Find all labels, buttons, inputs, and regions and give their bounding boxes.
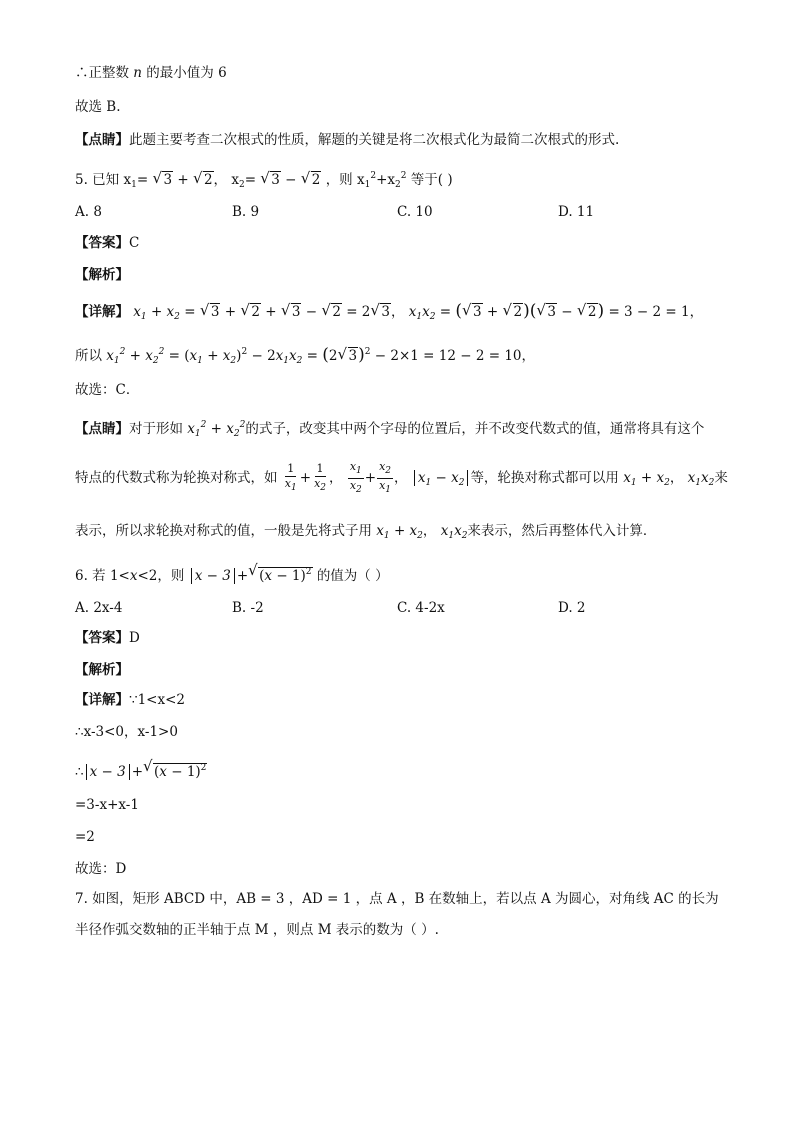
note-text: 对于形如	[129, 421, 183, 437]
detail-tag: 【详解】	[75, 304, 129, 320]
note-text: 特点的代数式称为轮换对称式，如	[75, 470, 278, 486]
eq2-result: − 2×1 = 12 − 2 = 10	[374, 348, 522, 364]
q6-option-a: A. 2x-4	[75, 600, 123, 616]
q6-detail-2: ∴x-3<0，x-1>0	[75, 724, 178, 740]
answer-value: C	[129, 235, 140, 251]
therefore: ∴	[75, 764, 84, 780]
q6-detail-5: =2	[75, 829, 95, 845]
q6-stem: 6. 若 1<x<2，则 x − 3 +√ $(x - 1)^2$ 的值为（ ）	[75, 562, 389, 586]
answer-tag: 【答案】	[75, 235, 129, 251]
so-text: 所以	[75, 348, 102, 364]
note-line	[75, 130, 619, 150]
frac-x2-x1: $\frac{x_2}{x_1}$	[379, 460, 392, 495]
abs-x1-x2: $x_1 - x_2$	[414, 470, 469, 486]
note-text: 的式子，改变其中两个字母的位置后，并不改变代数式的值，通常将具有这个	[245, 421, 705, 437]
sum-x1-x2: $x_1 + x_2$	[376, 523, 423, 541]
q5-option-d: D. 11	[558, 204, 595, 220]
frac-x1-x2: $\frac{x_1}{x_2}$	[349, 460, 362, 495]
q5-answer	[75, 233, 139, 253]
note-text: 等，轮换对称式都可以用	[470, 470, 619, 486]
detail-text: ∵1<x<2	[129, 692, 186, 708]
q5-note-line1	[75, 415, 704, 444]
q5-note-line2: 特点的代数式称为轮换对称式，如 $\frac{1}{x_1}$ + $\frac{1}{x_2}$ ， $\frac{x_1}{x_2}$ + $\frac{x_2}{x_1}$ ， $x_1 - x_2$ 等，轮换对称式都可以用 $x_1 + x_2$， $x_1x_2$来	[75, 460, 728, 495]
q5-x1-def: $x_1=$ √ 3 + √ 2	[123, 172, 213, 188]
q7-stem-line1: 7. 如图，矩形 ABCD 中，AB = 3 ，AD = 1 ，点 A ，B 在数轴上，若以点 A 为圆心，对角线 AC 的长为	[75, 891, 719, 907]
q6-option-b: B. -2	[232, 600, 264, 616]
q6-detail-3: ∴ x − 3 +√ $(x - 1)^2$	[75, 758, 207, 782]
choose-b-line: 故选 B.	[75, 99, 121, 115]
q6-answer	[75, 628, 140, 648]
sum-x1-x2: $x_1 + x_2$	[623, 470, 670, 488]
q6-option-c: C. 4-2x	[397, 600, 445, 616]
note-text: 此题主要考查二次根式的性质，解题的关键是将二次根式化为最简二次根式的形式.	[129, 132, 620, 148]
q6-stem-text: 6. 若 1<	[75, 568, 130, 584]
note-text: 表示，所以求轮换对称式的值，一般是先将式子用	[75, 523, 372, 539]
answer-value: D	[129, 630, 140, 646]
q5-option-c: C. 10	[397, 204, 433, 220]
q7-stem-line2: 半径作弧交数轴的正半轴于点 M ，则点 M 表示的数为（ ）.	[75, 922, 439, 938]
q6-analysis-tag: 【解析】	[75, 662, 129, 678]
q6-choose: 故选：D	[75, 861, 127, 877]
q6-option-d: D. 2	[558, 600, 586, 616]
text: ∴正整数	[75, 65, 129, 81]
eq-prod: $x_1x_2$	[408, 304, 436, 322]
q5-x2-def: $x_2=$ √ 3 − √ 2	[231, 172, 321, 188]
q5-stem-text: 等于( )	[410, 172, 453, 188]
q5-detail-line2: 所以 $x_1^2 + x_2^2 = (x_1 + x_2)^2 - 2x_1x_2 = (2√$ 3)$^2$ − 2×1 = 12 − 2 = 10，	[75, 342, 535, 371]
eq-sum: $x_1 + x_2$	[133, 304, 180, 322]
q6-stem-text: 的值为（ ）	[316, 568, 389, 584]
q5-stem-text: 5. 已知	[75, 172, 120, 188]
note-expr: $x_1^2 + x_2^2$	[187, 420, 246, 439]
answer-tag: 【答案】	[75, 630, 129, 646]
q5-stem: 5. 已知 $x_1=$ √ 3 + √ 2， $x_2=$ √ 3 − √ 2 ，则 $x_1^2+x_2^2$ 等于( )	[75, 166, 453, 195]
detail-tag: 【详解】	[75, 692, 129, 708]
prod-x1-x2: $x_1x_2$	[440, 523, 468, 541]
q6-detail-4: =3-x+x-1	[75, 797, 139, 813]
text: 的最小值为 6	[146, 65, 227, 81]
q5-choose: 故选：C．	[75, 382, 140, 398]
frac-1-x1: $\frac{1}{x_1}$	[284, 462, 297, 493]
q5-option-b: B. 9	[232, 204, 260, 220]
conclusion-line	[75, 63, 227, 83]
q6-detail-1	[75, 690, 185, 710]
q5-expr: $x_1^2+x_2^2$	[356, 171, 407, 190]
prod-x1-x2: $x_1x_2$	[687, 470, 715, 488]
var-n: n	[133, 65, 142, 81]
note-text: 来表示，然后再整体代入计算．	[467, 523, 657, 539]
note-tag: 【点睛】	[75, 421, 129, 437]
q5-detail-line1: 【详解】 $x_1 + x_2$ = √ 3 + √ 2 + √ 3 − √ 2 = 2√ 3， $x_1x_2$ = (√ 3 + √ 2)(√ 3 − √ 2) = 3 − 2 = 1，	[75, 301, 703, 327]
q5-analysis-tag: 【解析】	[75, 267, 129, 283]
eq1-result: = 3 − 2 = 1	[608, 304, 690, 320]
note-tag: 【点睛】	[75, 132, 129, 148]
eq-square-sum: $x_1^2 + x_2^2$	[106, 347, 165, 366]
q5-note-line3: 表示，所以求轮换对称式的值，一般是先将式子用 $x_1 + x_2$， $x_1x_2$来表示，然后再整体代入计算．	[75, 523, 657, 541]
note-text: 来	[714, 470, 728, 486]
q6-expr: x − 3 +√ $(x - 1)^2$	[189, 568, 313, 584]
q5-stem-text: ，则	[325, 172, 353, 188]
q6-stem-text: <2，则	[137, 568, 185, 584]
q5-option-a: A. 8	[75, 204, 102, 220]
frac-1-x2: $\frac{1}{x_2}$	[314, 462, 327, 493]
